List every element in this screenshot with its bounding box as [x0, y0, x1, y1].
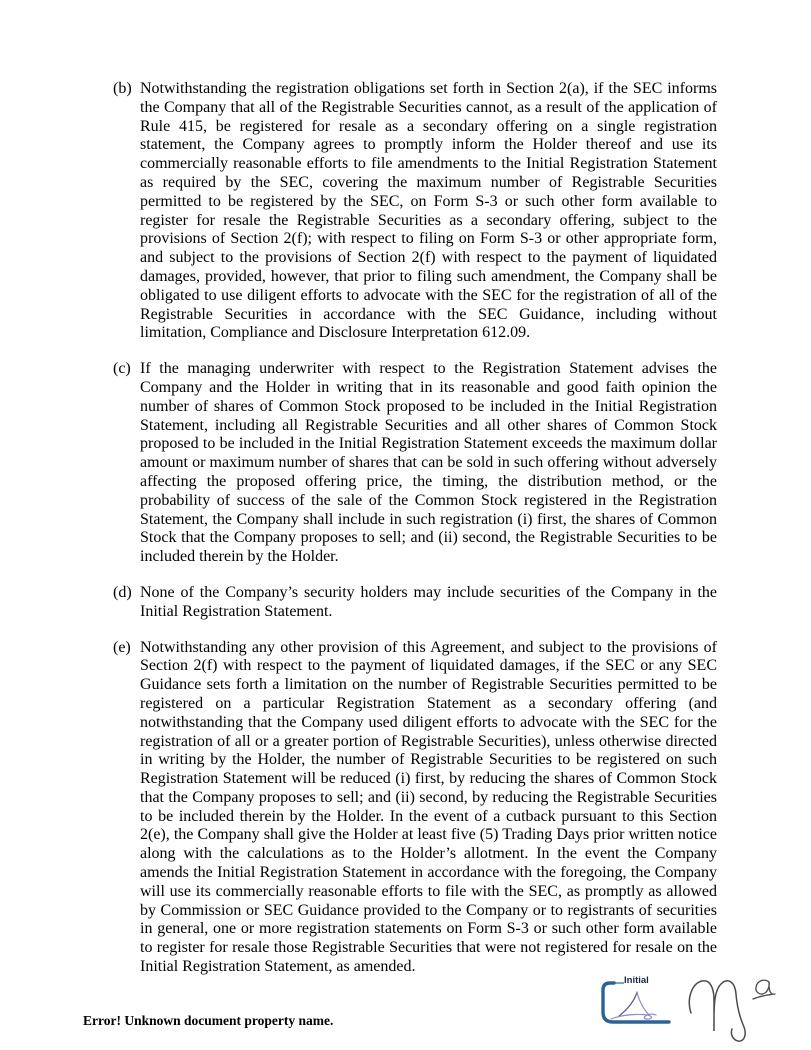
paragraph-d — [113, 584, 717, 622]
initial-tab-bracket — [603, 983, 669, 1022]
paragraph-c-label: (c) — [113, 360, 131, 378]
paragraph-d-label: (d) — [113, 583, 132, 601]
paragraph-e — [113, 639, 717, 977]
paragraph-b-label: (b) — [113, 80, 132, 97]
paragraph-e-label: (e) — [113, 638, 131, 656]
initial-scribble-bottom-stroke — [611, 1014, 656, 1019]
paragraph-b — [113, 80, 717, 343]
initial-scribble-right-stroke — [637, 992, 650, 1016]
signature-a-stroke — [756, 980, 772, 994]
signature-a-underline — [753, 994, 775, 999]
signature-ink — [685, 965, 785, 1050]
paragraph-c-text: If the managing underwriter with respect to the Registration Statement advises the Company and the Holder in writing that in its reasonable and good faith opinion the number of shares of Common Stock proposed to be included in the Initial Registration Statement, including all Registrable Securities and all other shares of Common Stock proposed to be included in the Initial Registration Statement exceeds the maximum dollar amount or maximum number of shares that can be sold in such offering without adversely affecting the proposed offering price, the timing, the distribution method, or the probability of success of the sale of the Common Stock registered in the Registration Statement, the Company shall include in such registration (i) first, the shares of Common Stock that the Company proposes to sell; and (ii) second, the Registrable Securities to be included therein by the Holder. — [140, 360, 717, 566]
initial-scribble-left-stroke — [619, 992, 637, 1016]
field-error-message: Error! Unknown document property name. — [83, 1013, 334, 1028]
signature-m-stroke — [689, 981, 745, 1041]
initial-tab-field[interactable] — [596, 974, 678, 1030]
paragraph-e-text: Notwithstanding any other provision of this Agreement, and subject to the provisions of Section 2(f) with respect to the payment of liquidated damages, if the SEC or any SEC Guidance sets forth a limitation on the number of Registrable Securities permitted to be registered on a particular Registration Statement as a secondary offering (and notwithstanding that the Company used diligent efforts to advocate with the SEC for the registration of all or a greater portion of Registrable Securities), unless otherwise directed in writing by the Holder, the number of Registrable Securities to be registered on such Registration Statement will be reduced (i) first, by reducing the shares of Common Stock that the Company proposes to sell; and (ii) second, by reducing the Registrable Securities to be included therein by the Holder. In the event of a cutback pursuant to this Section 2(e), the Company shall give the Holder at least five (5) Trading Days prior written notice along with the calculations as to the Holder’s allotment. In the event the Company amends the Initial Registration Statement in accordance with the foregoing, the Company will use its commercially reasonable efforts to file with the SEC, as promptly as allowed by Commission or SEC Guidance provided to the Company or to registrants of securities in general, one or more registration statements on Form S-3 or such other form available to register for resale those Registrable Securities that were not registered for resale on the Initial Registration Statement, as amended. — [140, 638, 717, 976]
paragraph-b-text: Notwithstanding the registration obligations set forth in Section 2(a), if the SEC informs the Company that all of the Registrable Securities cannot, as a result of the application of Rule 415, be registered for resale as a secondary offering on a single registration statement, the Company agrees to promptly inform the Holder thereof and use its commercially reasonable efforts to file amendments to the Initial Registration Statement as required by the SEC, covering the maximum number of Registrable Securities permitted to be registered by the SEC, on Form S-3 or such other form available to register for resale the Registrable Securities as a secondary offering, subject to the provisions of Section 2(f); with respect to filing on Form S-3 or other appropriate form, and subject to the provisions of Section 2(f) with respect to the payment of liquidated damages, provided, however, that prior to filing such amendment, the Company shall be obligated to use diligent efforts to advocate with the SEC for the registration of all of the Registrable Securities in accordance with the SEC Guidance, including without limitation, Compliance and Disclosure Interpretation 612.09. — [140, 80, 717, 342]
initial-tab-label: Initial — [624, 975, 649, 986]
paragraph-c — [113, 360, 717, 567]
paragraph-d-text: None of the Company’s security holders may include securities of the Company in the Initial Registration Statement. — [140, 583, 717, 620]
document-body — [113, 80, 717, 977]
